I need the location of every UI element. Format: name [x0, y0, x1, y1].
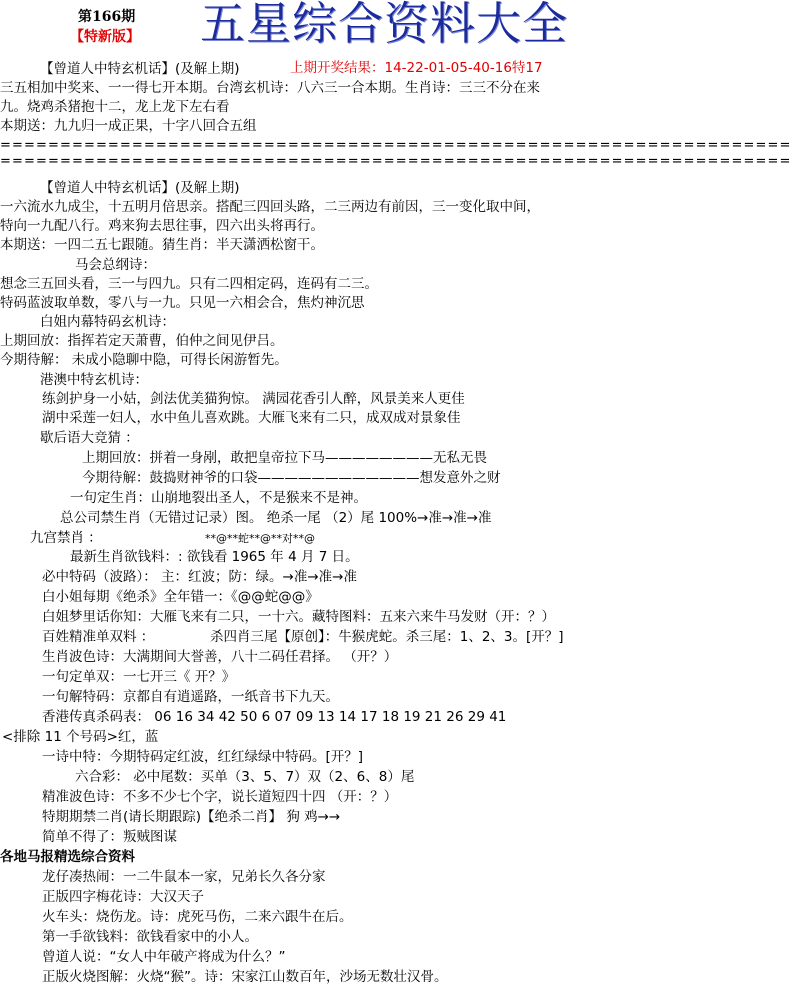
edition-label: 【特新版】: [70, 29, 140, 45]
text-line: 龙仔凑热闹：一二牛鼠本一家，兄弟长久各分家: [42, 869, 326, 885]
text-line: 今期待解：鼓捣财神爷的口袋————————————想发意外之财: [82, 470, 501, 486]
text-line: 简单不得了：叛贼图谋: [42, 829, 177, 845]
text-line: 第一手欲钱料：欲钱看家中的小人。: [42, 929, 258, 945]
text-line: 港澳中特玄机诗：: [40, 372, 148, 388]
text-line: 精准波色诗：不多不少七个字，说长道短四十四 （开：？）: [42, 789, 398, 805]
text-line: 一六流水九成尘，十五明月倍思亲。搭配三四回头路，二三两边有前因，三一变化取中间，: [0, 199, 540, 215]
text-line: 白姐内幕特码玄机诗：: [40, 314, 175, 330]
separator-line: ==================================================================: [0, 138, 792, 153]
text-line: 火车头：烧伤龙。诗：虎死马伤，二来六跟牛在后。: [42, 909, 353, 925]
last-draw-result: 上期开奖结果：14-22-01-05-40-16特17: [290, 60, 543, 76]
text-line: 最新生肖欲钱料：: 欲钱看 1965 年 4 月 7 日。: [70, 549, 359, 565]
text-line: 一诗中特：今期特码定红波，红红绿绿中特码。[开？]: [42, 749, 364, 765]
text-line: 必中特码（波路）： 主：红波；防：绿。→准→准→准: [42, 569, 357, 585]
text-line: 【曾道人中特玄机话】(及解上期): [40, 61, 240, 77]
text-line: 特码蓝波取单数，零八与一九。只见一六相会合，焦灼神沉思: [0, 295, 365, 311]
text-line: 特期期禁二肖(请长期跟踪)【绝杀二肖】 狗 鸡→→: [42, 809, 341, 825]
text-line: 本期送：一四二五七跟随。猜生肖：半天潇洒松窗干。: [0, 237, 324, 253]
text-line: 白小姐每期《绝杀》全年错一：《@@蛇@@》: [42, 589, 319, 605]
text-line: 湖中采莲一妇人，水中鱼儿喜欢跳。大雁飞来有二只，成双成对景象佳: [42, 410, 461, 426]
text-line: 九。烧鸡杀猪抱十二，龙上龙下左右看: [0, 99, 230, 115]
text-line: 生肖波色诗：大满期间大誉善，八十二码任君择。 （开？）: [42, 649, 398, 665]
text-line: 正版火烧图解：火烧“猴”。诗：宋家江山数百年，沙场无数壮汉骨。: [42, 969, 448, 985]
text-line: 百姓精准单双料 ：: [42, 629, 155, 645]
text-line: 总公司禁生肖（无错过记录）图。 绝杀一尾 （2）尾 100%→准→准→准: [60, 510, 492, 526]
text-line: 一句定单双：一七开三《 开？》: [42, 669, 236, 685]
text-line: 六合彩： 必中尾数：买单（3、5、7）双（2、6、8）尾: [75, 769, 415, 785]
text-line: 【曾道人中特玄机话】(及解上期): [40, 180, 240, 196]
text-line: 白姐梦里话你知：大雁飞来有二只，一十六。藏特图料：五来六来牛马发财（开：？）: [42, 609, 555, 625]
section-heading: 各地马报精选综合资料: [0, 849, 135, 865]
page-header: [0, 0, 616, 60]
text-line: 上期回放：拼着一身剐，敢把皇帝拉下马————————无私无畏: [82, 450, 487, 466]
text-line: 曾道人说：“女人中年破产将成为什么？”: [42, 949, 286, 965]
page-title: 五星综合资料大全: [200, 0, 569, 50]
text-line: 今期待解： 未成小隐聊中隐，可得长闲游暂先。: [0, 352, 288, 368]
issue-number: 第166期: [78, 9, 136, 25]
text-line: 歇后语大竞猜 ：: [40, 430, 139, 446]
text-line: 一句定生肖：山崩地裂出圣人，不是猴来不是神。: [70, 490, 367, 506]
text-line: <排除 11 个号码>红，蓝: [2, 729, 159, 745]
text-line: 一句解特码：京都自有逍遥路，一纸音书下九天。: [42, 689, 339, 705]
text-line: **@**蛇**@**对**@: [205, 532, 315, 545]
text-line: 特向一九配八行。鸡来狗去思往事，四六出头将再行。: [0, 218, 324, 234]
text-line: 马会总纲诗：: [75, 257, 156, 273]
text-line: 练剑护身一小姑，剑法优美猫狗惊。 满园花香引人醉，风景美来人更佳: [42, 391, 465, 407]
text-line: 上期回放：指挥若定天萧曹，伯仲之间见伊吕。: [0, 333, 284, 349]
text-line: 香港传真杀码表： 06 16 34 42 50 6 07 09 13 14 17 18 19 21 26 29 41: [42, 709, 507, 725]
text-line: 正版四字梅花诗：大汉天子: [42, 889, 204, 905]
separator-line: ==================================================================: [0, 154, 792, 169]
text-line: 想念三五回头看，三一与四九。只有二四相定码，连码有二三。: [0, 276, 378, 292]
text-line: 本期送：九九归一成正果，十字八回合五组: [0, 118, 257, 134]
text-line: 三五相加中奖来、一一得七开本期。台湾玄机诗：八六三一合本期。生肖诗：三三不分在来: [0, 80, 540, 96]
text-line: 杀四肖三尾【原创】：牛猴虎蛇。杀三尾：1、2、3。[开？]: [210, 629, 564, 645]
text-line: 九宫禁肖 ：: [30, 530, 102, 546]
